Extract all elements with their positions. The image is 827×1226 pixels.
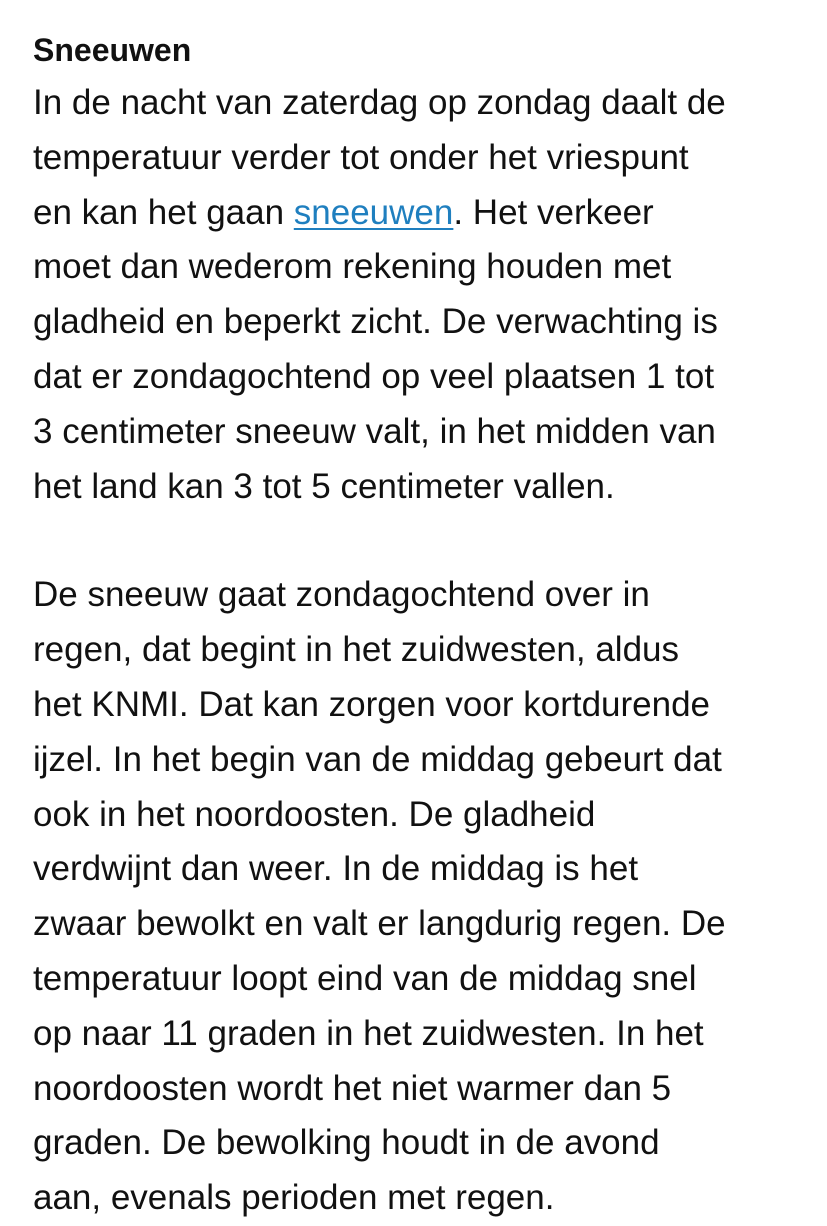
text-line: dat er zondagochtend op veel plaatsen 1 tot	[33, 356, 715, 396]
text-line: noordoosten wordt het niet warmer dan 5	[33, 1068, 672, 1108]
text-line: zwaar bewolkt en valt er langdurig regen. De	[33, 904, 726, 944]
text-line: verdwijnt dan weer. In de middag is het	[33, 849, 639, 889]
article-body	[33, 24, 803, 1226]
text-line: temperatuur loopt eind van de middag snel	[33, 958, 697, 998]
text-line: 3 centimeter sneeuw valt, in het midden van	[33, 411, 716, 451]
text-line: graden. De bewolking houdt in de avond	[33, 1123, 660, 1163]
paragraph-1	[33, 76, 803, 514]
text-line: moet dan wederom rekening houden met	[33, 247, 672, 287]
text-line: temperatuur verder tot onder het vriespunt	[33, 137, 689, 177]
text-line	[33, 186, 803, 241]
text-line: In de nacht van zaterdag op zondag daalt de	[33, 83, 726, 122]
sneeuwen-link[interactable]: sneeuwen	[293, 192, 454, 232]
text-line: ook in het noordoosten. De gladheid	[33, 794, 596, 834]
text-line: gladheid en beperkt zicht. De verwachting is	[33, 302, 718, 342]
text-line: ijzel. In het begin van de middag gebeurt dat	[33, 739, 722, 779]
text-fragment: . Het verkeer	[453, 192, 654, 232]
text-line: het KNMI. Dat kan zorgen voor kortdurende	[33, 684, 711, 724]
text-line: aan, evenals perioden met regen.	[33, 1178, 555, 1218]
text-fragment: en kan het gaan	[33, 192, 294, 232]
paragraph-2	[33, 568, 803, 1226]
text-line: regen, dat begint in het zuidwesten, aldus	[33, 630, 679, 670]
text-line: het land kan 3 tot 5 centimeter vallen.	[33, 466, 615, 506]
text-line: De sneeuw gaat zondagochtend over in	[33, 575, 650, 615]
section-heading: Sneeuwen	[33, 32, 192, 68]
text-line: op naar 11 graden in het zuidwesten. In het	[33, 1013, 704, 1053]
